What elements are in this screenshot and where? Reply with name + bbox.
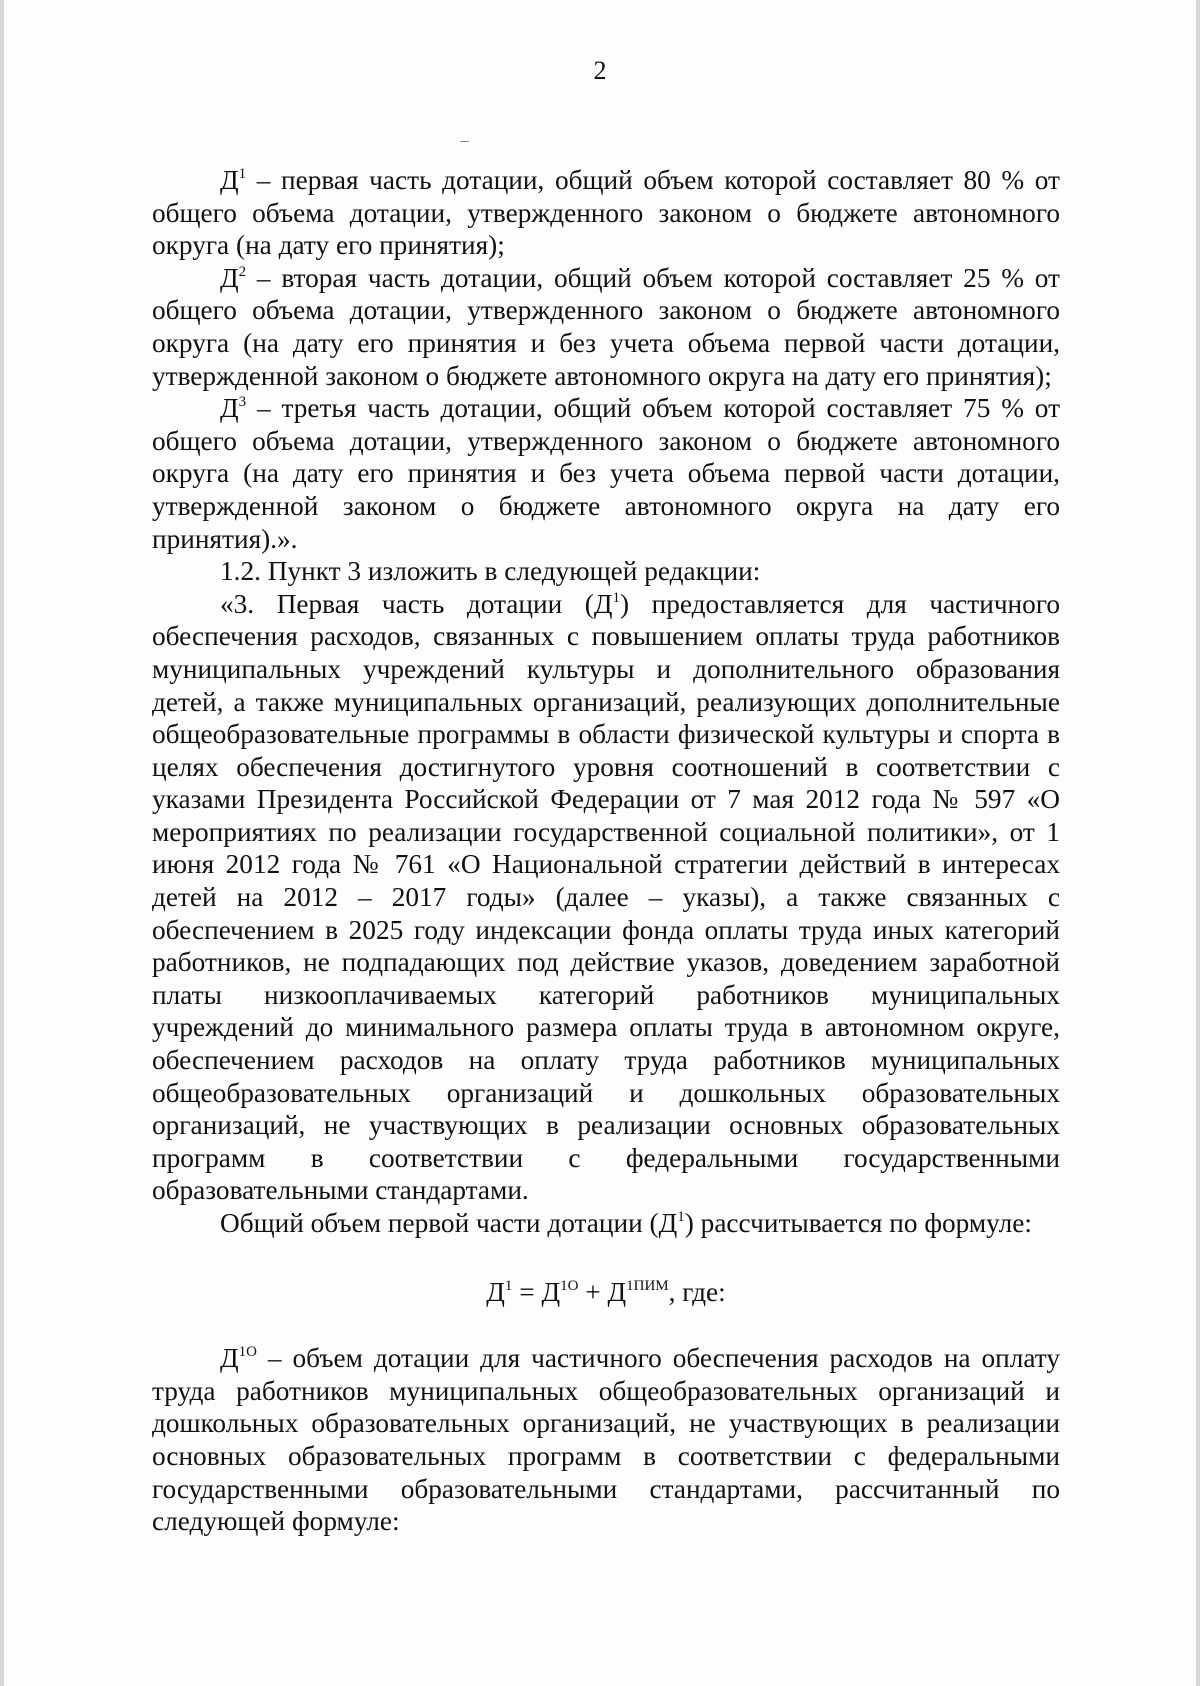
clause-3-index: 1 bbox=[612, 589, 620, 606]
formula-lhs: Д bbox=[486, 1276, 505, 1307]
document-body bbox=[152, 164, 1060, 1538]
scan-edge-right bbox=[1196, 0, 1200, 1686]
calculation-intro-start: Общий объем первой части дотации (Д bbox=[220, 1208, 678, 1238]
definition-text: – объем дотации для частичного обеспечения расходов на оплату труда работников муниципальных общеобразовательных организаций и дошкольных образовательных организаций, не участвующих в реализации основных образовательных программ в соответствии с федеральными государственными образовательными стандартами, рассчитанный по следующей формуле: bbox=[152, 1343, 1060, 1537]
definition-text: – вторая часть дотации, общий объем которой составляет 25 % от общего объема дотации, утвержденного законом о бюджете автономного округа (на дату его принятия и без учета объема первой части дотации, утвержденной законом о бюджете автономного округа на дату его принятия); bbox=[152, 262, 1060, 391]
definition-symbol: Д bbox=[220, 393, 239, 424]
page-number: 2 bbox=[593, 56, 607, 85]
clause-3-rest: ) предоставляется для частичного обеспечения расходов, связанных с повышением оплаты труда работников муниципальных учреждений культуры и дополнительного образования детей, а также муниципальных организаций, реализующих дополнительные общеобразовательные программы в области физической культуры и спорта в целях обеспечения достигнутого уровня соотношений в соответствии с указами Президента Российской Федерации от 7 мая 2012 года № 597 «О мероприятиях по реализации государственной социальной политики», от 1 июня 2012 года № 761 «О Национальной стратегии действий в интересах детей на 2012 – 2017 годы» (далее – указы), а также связанных с обеспечением в 2025 году индексации фонда оплаты труда иных категорий работников, не подпадающих под действие указов, доведением заработной платы низкооплачиваемых категорий работников муниципальных учреждений до минимального размера оплаты труда в автономном округе, обеспечением расходов на оплату труда работников муниципальных общеобразовательных организаций и дошкольных образовательных организаций, не участвующих в реализации основных образовательных программ в соответствии с федеральными государственными образовательными стандартами. bbox=[152, 588, 1060, 1206]
definition-symbol: Д bbox=[220, 165, 239, 195]
calculation-intro bbox=[152, 1207, 1060, 1240]
formula-tail: , где: bbox=[668, 1276, 726, 1307]
clause-heading: 1.2. Пункт 3 изложить в следующей редакции: bbox=[220, 556, 761, 587]
scan-speck bbox=[460, 141, 469, 142]
definition-index: 2 bbox=[238, 263, 247, 280]
clause-3-paragraph bbox=[152, 588, 1060, 1207]
scan-edge-left bbox=[0, 0, 4, 1686]
definition-d1o bbox=[152, 1342, 1060, 1538]
clause-3-start: «3. Первая часть дотации (Д bbox=[220, 588, 613, 619]
formula-equals: = Д bbox=[512, 1276, 561, 1307]
definition-symbol: Д bbox=[220, 1343, 239, 1374]
definition-text: – третья часть дотации, общий объем которой составляет 75 % от общего объема дотации, утвержденного законом о бюджете автономного округа (на дату его принятия и без учета объема первой части дотации, утвержденной законом о бюджете автономного округа на дату его принятия).». bbox=[152, 393, 1060, 554]
definition-d1 bbox=[152, 164, 1060, 262]
calculation-intro-index: 1 bbox=[677, 1208, 685, 1225]
definition-text: – первая часть дотации, общий объем которой составляет 80 % от общего объема дотации, утвержденного законом о бюджете автономного округа (на дату его принятия); bbox=[152, 165, 1060, 261]
definition-index: 1 bbox=[238, 165, 247, 182]
calculation-intro-rest: ) рассчитывается по формуле: bbox=[684, 1208, 1032, 1238]
formula bbox=[152, 1276, 1060, 1309]
definition-d2 bbox=[152, 262, 1060, 392]
formula-term1-index: 1О bbox=[560, 1277, 579, 1294]
definition-index: 1О bbox=[238, 1344, 257, 1361]
formula-plus: + Д bbox=[578, 1276, 627, 1307]
definition-d3 bbox=[152, 392, 1060, 555]
definition-index: 3 bbox=[238, 394, 247, 411]
formula-term2-index: 1ПИМ bbox=[626, 1277, 669, 1294]
formula-lhs-index: 1 bbox=[504, 1277, 513, 1294]
definition-symbol: Д bbox=[220, 262, 239, 293]
